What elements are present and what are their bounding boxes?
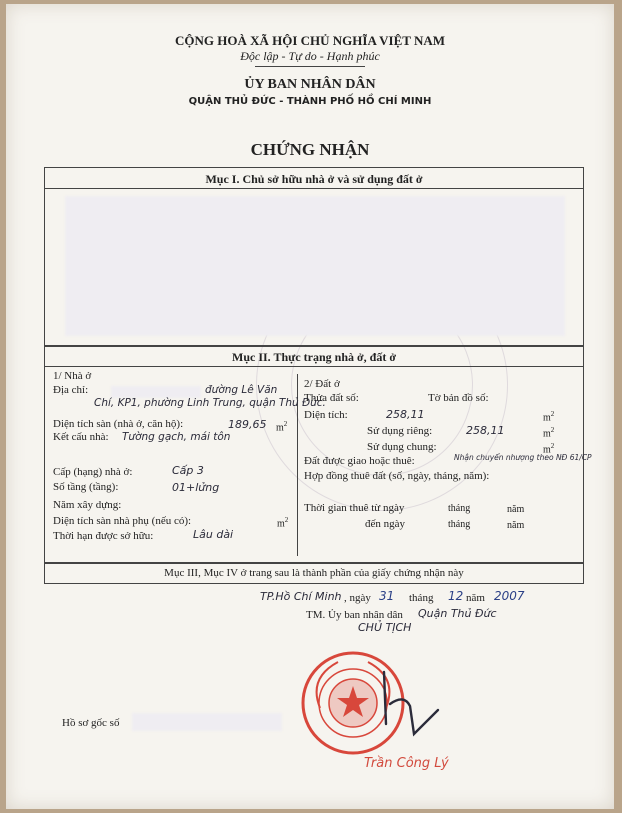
floors-label: Số tầng (tầng): <box>53 481 119 493</box>
private-use-unit-sup: 2 <box>550 426 555 434</box>
house-heading: 1/ Nhà ở <box>53 370 92 382</box>
national-title: CỘNG HOÀ XÃ HỘI CHỦ NGHĨA VIỆT NAM <box>174 33 446 48</box>
land-area-value: 258,11 <box>386 408 425 421</box>
private-use-unit <box>543 426 554 439</box>
day-value: 31 <box>379 589 395 603</box>
section-1-divider <box>45 188 583 189</box>
private-use-label: Sử dụng riêng: <box>367 425 433 437</box>
year-value: 2007 <box>494 589 525 603</box>
section-2-heading: Mục II. Thực trạng nhà ở, đất ở <box>232 350 396 364</box>
floor-area-unit-sup: 2 <box>283 420 288 428</box>
floor-area-value: 189,65 <box>228 418 267 431</box>
land-heading: 2/ Đất ở <box>304 378 340 390</box>
floors-value: 01+lửng <box>172 481 220 494</box>
section-2-divider <box>45 366 583 367</box>
floor-area-unit-text: m <box>276 422 284 434</box>
continuation-note: Mục III, Mục IV ở trang sau là thành phần của giấy chứng nhận này <box>164 567 464 579</box>
address-value-line1: đường Lê Văn <box>205 384 278 396</box>
address-value-line2: Chí, KP1, phường Linh Trung, quận Thủ Đức. <box>94 397 326 409</box>
floor-area-label: Diện tích sàn (nhà ở, căn hộ): <box>53 418 184 430</box>
redacted-owner-info <box>65 196 565 336</box>
shared-use-label: Sử dụng chung: <box>367 441 437 453</box>
certificate-page <box>6 4 614 809</box>
private-use-unit-text: m <box>543 428 551 440</box>
section-2 <box>44 345 592 564</box>
address-label: Địa chỉ: <box>53 384 89 396</box>
issuer-title: ỦY BAN NHÂN DÂN <box>244 77 376 92</box>
shared-use-unit-text: m <box>543 444 551 456</box>
signing-place: TP.Hồ Chí Minh <box>260 590 342 603</box>
lease-to-label: đến ngày <box>365 518 406 530</box>
month-label: tháng <box>409 592 434 604</box>
day-label: , ngày <box>344 592 371 604</box>
aux-area-label: Diện tích sàn nhà phụ (nếu có): <box>53 515 192 527</box>
section-1 <box>44 167 584 347</box>
issuer-district: QUẬN THỦ ĐỨC - THÀNH PHỐ HỒ CHÍ MINH <box>188 96 432 107</box>
ownership-term-value: Lâu dài <box>193 528 234 541</box>
document-title: CHỨNG NHẬN <box>250 140 370 159</box>
ownership-term-label: Thời hạn được sở hữu: <box>53 530 154 542</box>
lease-to-month: tháng <box>448 519 471 530</box>
signer-name: Trần Công Lý <box>364 756 449 771</box>
land-area-unit-text: m <box>543 412 551 424</box>
structure-label: Kết cấu nhà: <box>53 431 109 443</box>
original-file-redacted <box>132 713 282 731</box>
grade-label: Cấp (hạng) nhà ở: <box>53 466 133 478</box>
private-use-value: 258,11 <box>466 424 505 437</box>
aux-area-unit-sup: 2 <box>284 516 289 524</box>
chairman-title: CHỦ TỊCH <box>358 621 412 634</box>
national-motto: Độc lập - Tự do - Hạnh phúc <box>240 49 380 63</box>
structure-value: Tường gạch, mái tôn <box>122 431 231 443</box>
lease-from-label: Thời gian thuê từ ngày <box>304 502 405 514</box>
shared-use-unit-sup: 2 <box>550 442 555 450</box>
parcel-label: Thửa đất số: <box>304 392 359 404</box>
section-1-heading: Mục I. Chủ sở hữu nhà ở và sử dụng đất ở <box>205 172 423 186</box>
section-3-4-note <box>44 562 584 584</box>
land-allocation-label: Đất được giao hoặc thuê: <box>304 455 415 467</box>
on-behalf-district: Quận Thủ Đức <box>418 607 497 620</box>
grade-value: Cấp 3 <box>172 464 204 477</box>
floor-area-unit <box>276 420 287 433</box>
on-behalf-label: TM. Ủy ban nhân dân <box>306 609 403 621</box>
aux-area-unit-text: m <box>277 518 285 530</box>
land-area-label: Diện tích: <box>304 409 348 421</box>
signature <box>374 664 454 744</box>
map-sheet-label: Tờ bản đồ số: <box>428 392 489 404</box>
lease-contract-label: Hợp đồng thuê đất (số, ngày, tháng, năm): <box>304 470 490 482</box>
lease-from-month: tháng <box>448 503 471 514</box>
motto-underline <box>255 66 365 67</box>
lease-from-year: năm <box>507 504 525 515</box>
land-area-unit-sup: 2 <box>550 410 555 418</box>
month-value: 12 <box>448 589 464 603</box>
year-label: năm <box>466 592 485 604</box>
land-area-unit <box>543 410 554 423</box>
lease-to-year: năm <box>507 520 525 531</box>
original-file-label: Hồ sơ gốc số <box>62 717 120 729</box>
build-year-label: Năm xây dựng: <box>53 499 122 511</box>
land-allocation-value: Nhận chuyển nhượng theo NĐ 61/CP <box>454 453 592 462</box>
aux-area-unit <box>277 516 288 529</box>
